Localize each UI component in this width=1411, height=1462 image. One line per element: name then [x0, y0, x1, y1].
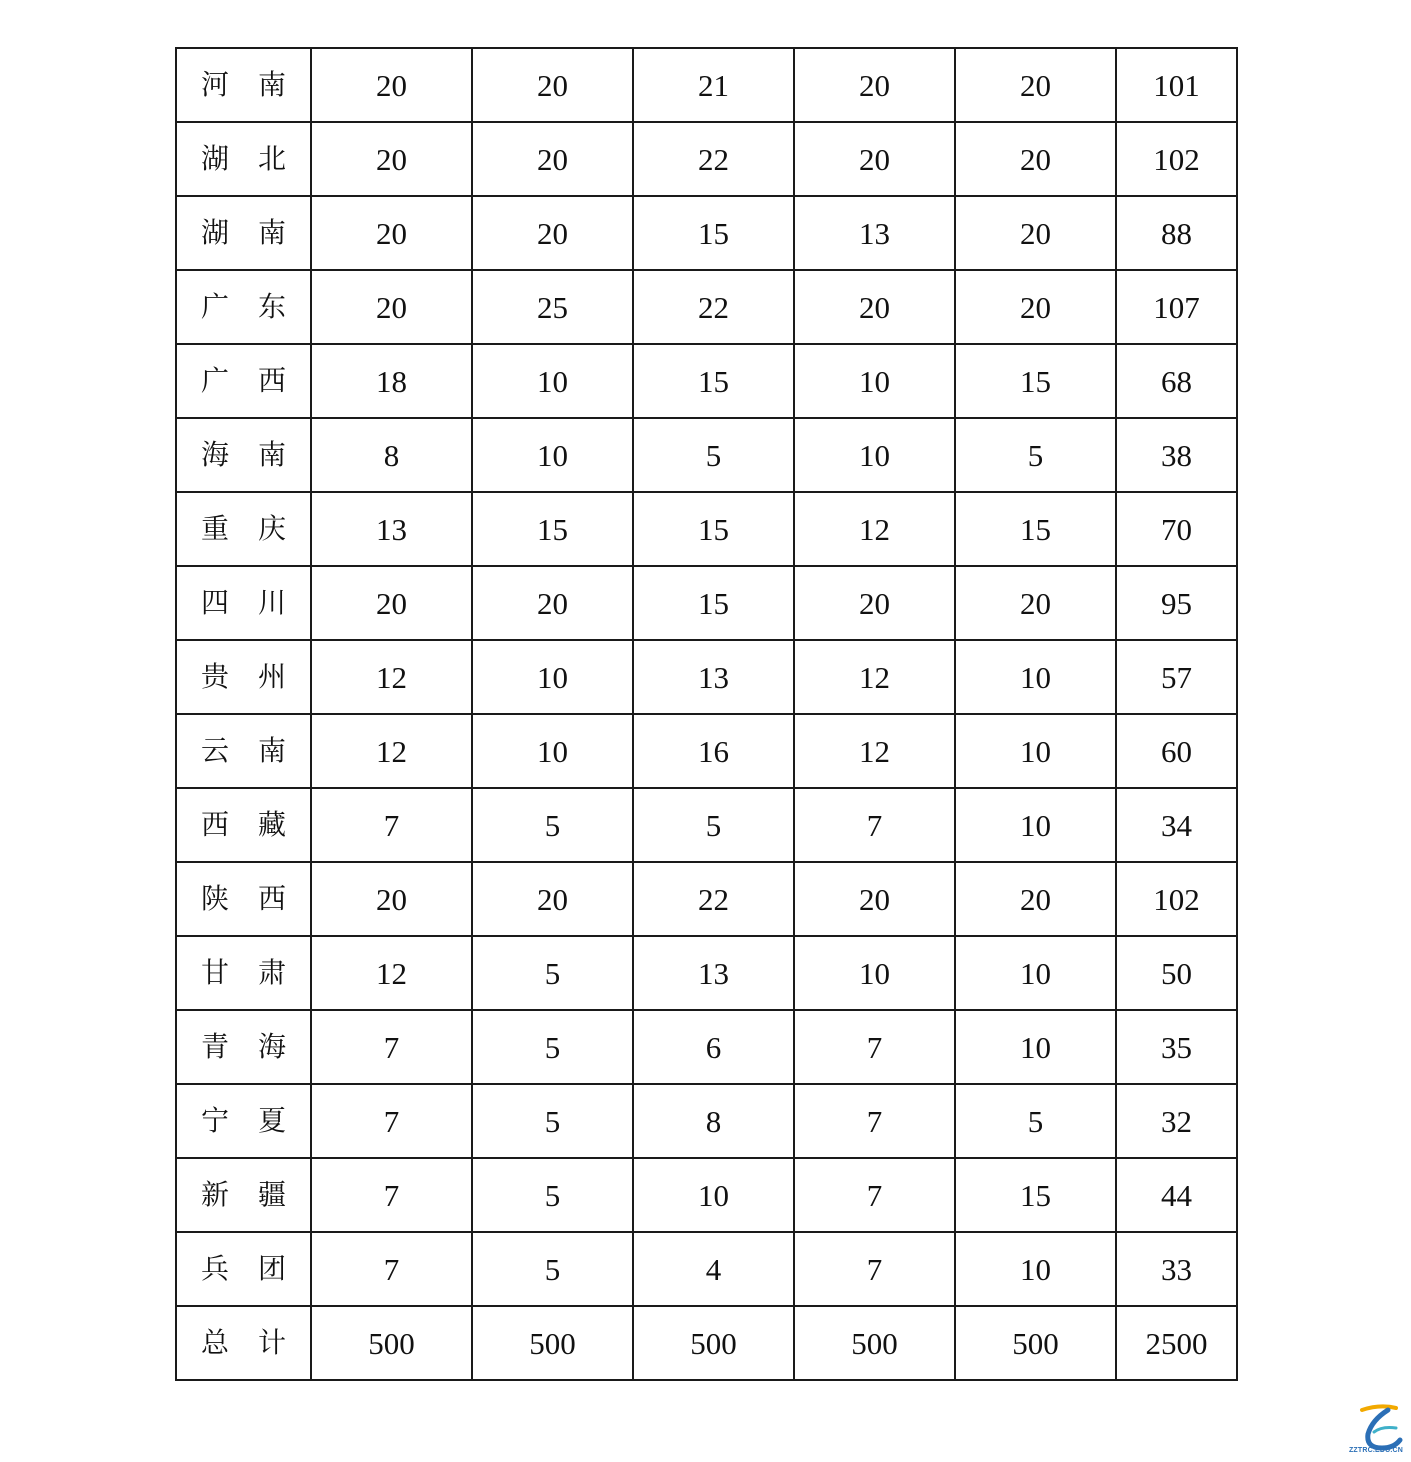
value-cell: 500 [633, 1306, 794, 1380]
value-cell: 20 [472, 862, 633, 936]
total-cell: 88 [1116, 196, 1237, 270]
region-char: 庆 [257, 512, 286, 545]
value-cell: 15 [633, 196, 794, 270]
value-cell: 7 [794, 1232, 955, 1306]
value-cell: 6 [633, 1010, 794, 1084]
value-cell: 22 [633, 122, 794, 196]
region-char: 甘 [201, 956, 230, 989]
value-cell: 13 [794, 196, 955, 270]
table-row [176, 936, 1237, 1010]
value-cell: 15 [633, 492, 794, 566]
value-cell: 15 [633, 344, 794, 418]
value-cell: 7 [794, 788, 955, 862]
region-char: 州 [257, 660, 286, 693]
region-cell [176, 1306, 311, 1380]
region-cell [176, 122, 311, 196]
value-cell: 10 [955, 788, 1116, 862]
value-cell: 10 [472, 640, 633, 714]
region-cell [176, 788, 311, 862]
value-cell: 7 [311, 1158, 472, 1232]
value-cell: 15 [472, 492, 633, 566]
table-row [176, 122, 1237, 196]
value-cell: 12 [794, 640, 955, 714]
region-char: 广 [201, 364, 230, 397]
region-cell [176, 862, 311, 936]
value-cell: 8 [311, 418, 472, 492]
region-cell [176, 566, 311, 640]
table-row [176, 418, 1237, 492]
value-cell: 22 [633, 862, 794, 936]
value-cell: 15 [955, 492, 1116, 566]
region-char: 湖 [201, 142, 230, 175]
value-cell: 20 [472, 48, 633, 122]
value-cell: 7 [794, 1084, 955, 1158]
region-char: 西 [257, 882, 286, 915]
region-char: 川 [257, 586, 286, 619]
value-cell: 12 [311, 936, 472, 1010]
value-cell: 18 [311, 344, 472, 418]
region-char: 云 [201, 734, 230, 767]
value-cell: 7 [311, 1084, 472, 1158]
region-char: 南 [257, 734, 286, 767]
region-char: 四 [201, 586, 230, 619]
value-cell: 20 [794, 122, 955, 196]
value-cell: 13 [633, 640, 794, 714]
value-cell: 7 [794, 1158, 955, 1232]
table-row [176, 344, 1237, 418]
region-char: 北 [257, 142, 286, 175]
region-char: 西 [257, 364, 286, 397]
table-row [176, 566, 1237, 640]
table-row [176, 492, 1237, 566]
table-row [176, 1306, 1237, 1380]
value-cell: 10 [955, 714, 1116, 788]
value-cell: 20 [311, 196, 472, 270]
table-row [176, 862, 1237, 936]
region-cell [176, 714, 311, 788]
table-row [176, 1232, 1237, 1306]
region-char: 团 [257, 1252, 286, 1285]
value-cell: 20 [794, 862, 955, 936]
table-row [176, 270, 1237, 344]
value-cell: 5 [472, 936, 633, 1010]
region-char: 东 [257, 290, 286, 323]
value-cell: 12 [794, 714, 955, 788]
table-body [176, 48, 1237, 1380]
value-cell: 5 [955, 418, 1116, 492]
value-cell: 12 [311, 714, 472, 788]
value-cell: 20 [955, 48, 1116, 122]
region-char: 疆 [257, 1178, 286, 1211]
value-cell: 20 [472, 122, 633, 196]
total-cell: 34 [1116, 788, 1237, 862]
value-cell: 10 [955, 1010, 1116, 1084]
region-char: 湖 [201, 216, 230, 249]
region-cell [176, 196, 311, 270]
table-row [176, 1084, 1237, 1158]
value-cell: 20 [955, 566, 1116, 640]
total-cell: 101 [1116, 48, 1237, 122]
value-cell: 7 [311, 1010, 472, 1084]
total-cell: 57 [1116, 640, 1237, 714]
value-cell: 5 [472, 1010, 633, 1084]
value-cell: 16 [633, 714, 794, 788]
value-cell: 7 [794, 1010, 955, 1084]
total-cell: 50 [1116, 936, 1237, 1010]
value-cell: 22 [633, 270, 794, 344]
total-cell: 95 [1116, 566, 1237, 640]
region-cell [176, 1010, 311, 1084]
table-row [176, 196, 1237, 270]
region-char: 重 [201, 512, 230, 545]
region-char: 兵 [201, 1252, 230, 1285]
total-cell: 107 [1116, 270, 1237, 344]
value-cell: 5 [633, 418, 794, 492]
value-cell: 20 [955, 122, 1116, 196]
region-char: 计 [257, 1326, 286, 1359]
value-cell: 5 [472, 1084, 633, 1158]
region-char: 藏 [257, 808, 286, 841]
value-cell: 13 [311, 492, 472, 566]
region-cell [176, 270, 311, 344]
value-cell: 20 [955, 862, 1116, 936]
value-cell: 10 [472, 418, 633, 492]
region-char: 青 [201, 1030, 230, 1063]
value-cell: 10 [794, 936, 955, 1010]
value-cell: 7 [311, 1232, 472, 1306]
value-cell: 20 [472, 196, 633, 270]
value-cell: 20 [311, 48, 472, 122]
value-cell: 20 [311, 862, 472, 936]
total-cell: 32 [1116, 1084, 1237, 1158]
table-row [176, 1010, 1237, 1084]
value-cell: 10 [794, 418, 955, 492]
value-cell: 500 [794, 1306, 955, 1380]
value-cell: 25 [472, 270, 633, 344]
region-char: 河 [201, 68, 230, 101]
region-char: 总 [201, 1326, 230, 1359]
value-cell: 5 [472, 1158, 633, 1232]
watermark-text: ZZTRC.EDU.CN [1348, 1447, 1404, 1454]
region-char: 陕 [201, 882, 230, 915]
total-cell: 38 [1116, 418, 1237, 492]
value-cell: 500 [472, 1306, 633, 1380]
value-cell: 10 [794, 344, 955, 418]
region-char: 海 [257, 1030, 286, 1063]
region-char: 南 [257, 68, 286, 101]
total-cell: 35 [1116, 1010, 1237, 1084]
region-char: 夏 [257, 1104, 286, 1137]
value-cell: 10 [955, 640, 1116, 714]
value-cell: 8 [633, 1084, 794, 1158]
value-cell: 7 [311, 788, 472, 862]
total-cell: 102 [1116, 862, 1237, 936]
total-cell: 2500 [1116, 1306, 1237, 1380]
value-cell: 20 [311, 270, 472, 344]
region-char: 西 [201, 808, 230, 841]
value-cell: 20 [311, 122, 472, 196]
value-cell: 10 [472, 714, 633, 788]
value-cell: 500 [311, 1306, 472, 1380]
value-cell: 5 [472, 788, 633, 862]
quota-table [175, 47, 1238, 1381]
region-cell [176, 492, 311, 566]
value-cell: 21 [633, 48, 794, 122]
region-char: 贵 [201, 660, 230, 693]
value-cell: 5 [633, 788, 794, 862]
total-cell: 102 [1116, 122, 1237, 196]
region-cell [176, 418, 311, 492]
value-cell: 20 [955, 196, 1116, 270]
value-cell: 20 [955, 270, 1116, 344]
table-row [176, 714, 1237, 788]
value-cell: 10 [633, 1158, 794, 1232]
value-cell: 20 [794, 566, 955, 640]
total-cell: 70 [1116, 492, 1237, 566]
region-cell [176, 1158, 311, 1232]
table-row [176, 1158, 1237, 1232]
region-cell [176, 1084, 311, 1158]
value-cell: 15 [633, 566, 794, 640]
region-cell [176, 936, 311, 1010]
value-cell: 12 [311, 640, 472, 714]
value-cell: 10 [472, 344, 633, 418]
total-cell: 60 [1116, 714, 1237, 788]
region-char: 南 [257, 216, 286, 249]
value-cell: 10 [955, 1232, 1116, 1306]
value-cell: 15 [955, 1158, 1116, 1232]
value-cell: 20 [794, 48, 955, 122]
value-cell: 15 [955, 344, 1116, 418]
region-char: 肃 [257, 956, 286, 989]
total-cell: 44 [1116, 1158, 1237, 1232]
table-row [176, 640, 1237, 714]
region-char: 新 [201, 1178, 230, 1211]
value-cell: 12 [794, 492, 955, 566]
region-char: 宁 [201, 1104, 230, 1137]
value-cell: 5 [955, 1084, 1116, 1158]
value-cell: 20 [472, 566, 633, 640]
region-char: 海 [201, 438, 230, 471]
total-cell: 68 [1116, 344, 1237, 418]
value-cell: 20 [311, 566, 472, 640]
region-cell [176, 640, 311, 714]
value-cell: 10 [955, 936, 1116, 1010]
region-cell [176, 48, 311, 122]
total-cell: 33 [1116, 1232, 1237, 1306]
value-cell: 5 [472, 1232, 633, 1306]
table-row [176, 788, 1237, 862]
region-char: 广 [201, 290, 230, 323]
value-cell: 20 [794, 270, 955, 344]
table-row [176, 48, 1237, 122]
region-char: 南 [257, 438, 286, 471]
value-cell: 500 [955, 1306, 1116, 1380]
value-cell: 4 [633, 1232, 794, 1306]
value-cell: 13 [633, 936, 794, 1010]
region-cell [176, 344, 311, 418]
region-cell [176, 1232, 311, 1306]
